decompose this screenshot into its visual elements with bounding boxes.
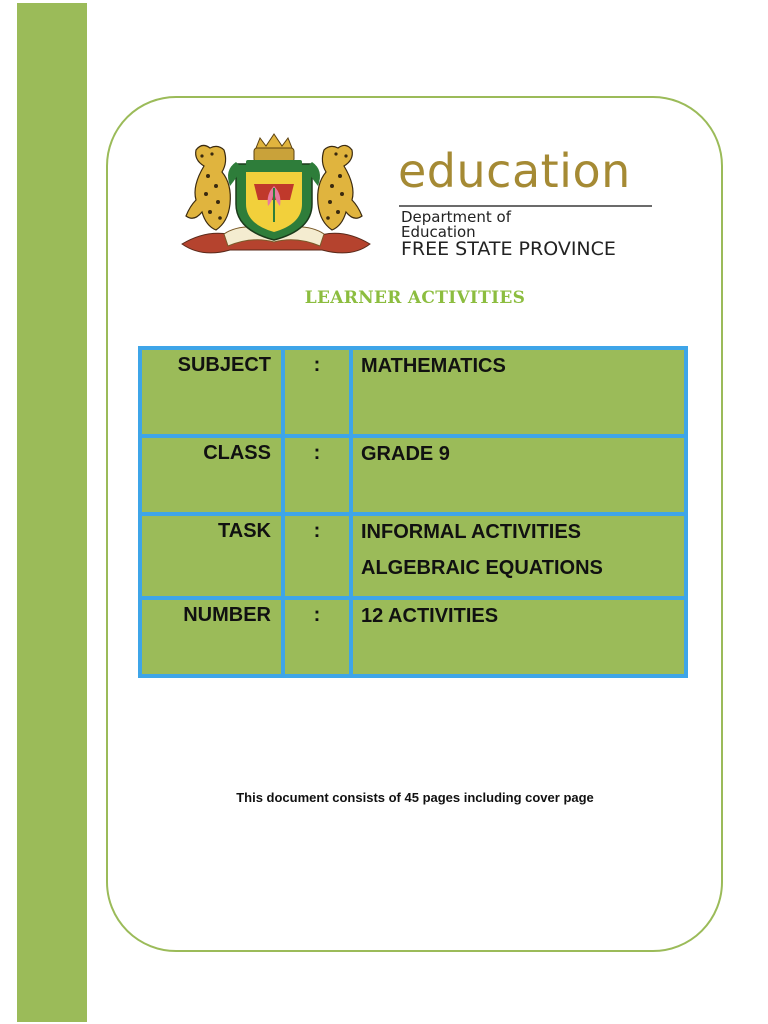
task-value: [351, 514, 686, 598]
task-label: TASK: [140, 514, 283, 598]
table-row-task: [140, 514, 686, 598]
subject-value: [351, 348, 686, 436]
task-separator: :: [283, 514, 351, 598]
coat-of-arms-icon: [172, 126, 377, 271]
subject-separator: :: [283, 348, 351, 436]
table-row-subject: [140, 348, 686, 436]
learner-activities-heading: LEARNER ACTIVITIES: [304, 288, 526, 308]
class-label: CLASS: [140, 436, 283, 514]
table-row-class: [140, 436, 686, 514]
education-wordmark: education: [398, 144, 631, 198]
number-value-line: 12 ACTIVITIES: [361, 605, 499, 627]
number-value: [351, 598, 686, 676]
department-logo: [172, 126, 662, 271]
class-value: [351, 436, 686, 514]
wordmark-rule: [399, 205, 652, 207]
side-accent-bar: [17, 3, 87, 1022]
class-separator: :: [283, 436, 351, 514]
task-value-line-2: ALGEBRAIC EQUATIONS: [361, 557, 603, 579]
department-line-1: Department of: [401, 208, 511, 226]
number-label: NUMBER: [140, 598, 283, 676]
province-name: FREE STATE PROVINCE: [401, 238, 616, 260]
subject-value-line: MATHEMATICS: [361, 355, 506, 377]
table-row-number: [140, 598, 686, 676]
subject-label: SUBJECT: [140, 348, 283, 436]
number-separator: :: [283, 598, 351, 676]
cover-info-table: [138, 346, 688, 678]
department-line-2: Education: [401, 223, 476, 241]
class-value-line: GRADE 9: [361, 443, 450, 465]
page-count-note: This document consists of 45 pages including cover page: [236, 790, 594, 805]
task-value-line-1: INFORMAL ACTIVITIES: [361, 521, 581, 543]
